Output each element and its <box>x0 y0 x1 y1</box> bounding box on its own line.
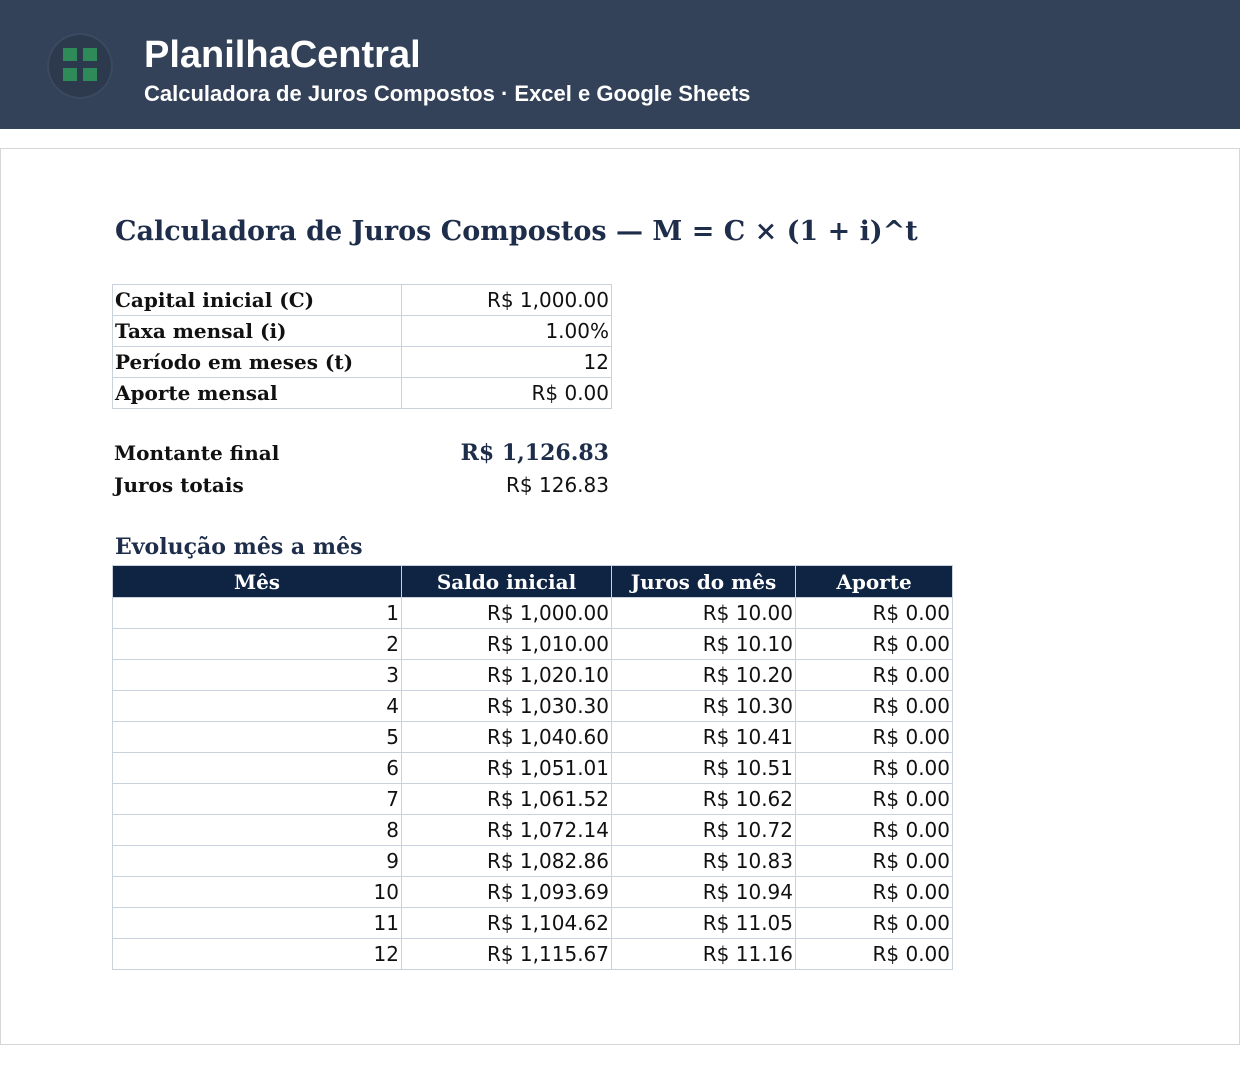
rate-input-cell[interactable]: 1.00% <box>402 316 612 347</box>
interest-cell[interactable]: R$ 10.41 <box>612 722 796 753</box>
table-row <box>113 784 953 815</box>
month-cell[interactable]: 9 <box>113 846 402 877</box>
input-row-contribution <box>113 378 612 409</box>
interest-cell[interactable]: R$ 10.62 <box>612 784 796 815</box>
initial-balance-cell[interactable]: R$ 1,061.52 <box>402 784 612 815</box>
table-row <box>113 939 953 970</box>
contribution-cell[interactable]: R$ 0.00 <box>796 629 953 660</box>
initial-balance-cell[interactable]: R$ 1,020.10 <box>402 660 612 691</box>
contribution-cell[interactable]: R$ 0.00 <box>796 784 953 815</box>
contribution-cell[interactable]: R$ 0.00 <box>796 908 953 939</box>
month-cell[interactable]: 2 <box>113 629 402 660</box>
evolution-table <box>112 565 953 970</box>
column-header-interest[interactable]: Juros do mês <box>612 566 796 598</box>
table-row <box>113 846 953 877</box>
initial-balance-cell[interactable]: R$ 1,051.01 <box>402 753 612 784</box>
input-row-capital <box>113 285 612 316</box>
interest-cell[interactable]: R$ 10.00 <box>612 598 796 629</box>
table-row <box>113 815 953 846</box>
input-label: Taxa mensal (i) <box>113 316 402 347</box>
initial-balance-cell[interactable]: R$ 1,000.00 <box>402 598 612 629</box>
result-row-final <box>112 437 611 469</box>
input-row-rate <box>113 316 612 347</box>
result-label: Juros totais <box>114 473 244 497</box>
table-header-row <box>113 566 953 598</box>
input-label: Período em meses (t) <box>113 347 402 378</box>
total-interest-value: R$ 126.83 <box>506 473 609 497</box>
table-row <box>113 908 953 939</box>
final-amount-value: R$ 1,126.83 <box>460 440 609 466</box>
contribution-cell[interactable]: R$ 0.00 <box>796 877 953 908</box>
month-cell[interactable]: 5 <box>113 722 402 753</box>
table-row <box>113 660 953 691</box>
initial-balance-cell[interactable]: R$ 1,082.86 <box>402 846 612 877</box>
month-cell[interactable]: 3 <box>113 660 402 691</box>
app-subtitle: Calculadora de Juros Compostos · Excel e Google Sheets <box>144 81 751 106</box>
month-cell[interactable]: 7 <box>113 784 402 815</box>
month-cell[interactable]: 6 <box>113 753 402 784</box>
table-row <box>113 753 953 784</box>
app-header <box>0 0 1240 129</box>
contribution-input-cell[interactable]: R$ 0.00 <box>402 378 612 409</box>
initial-balance-cell[interactable]: R$ 1,115.67 <box>402 939 612 970</box>
month-cell[interactable]: 4 <box>113 691 402 722</box>
initial-balance-cell[interactable]: R$ 1,040.60 <box>402 722 612 753</box>
column-header-initial-balance[interactable]: Saldo inicial <box>402 566 612 598</box>
result-label: Montante final <box>114 441 280 465</box>
initial-balance-cell[interactable]: R$ 1,030.30 <box>402 691 612 722</box>
initial-balance-cell[interactable]: R$ 1,010.00 <box>402 629 612 660</box>
app-name[interactable]: PlanilhaCentral <box>144 34 421 76</box>
table-row <box>113 877 953 908</box>
month-cell[interactable]: 12 <box>113 939 402 970</box>
column-header-month[interactable]: Mês <box>113 566 402 598</box>
contribution-cell[interactable]: R$ 0.00 <box>796 753 953 784</box>
month-cell[interactable]: 10 <box>113 877 402 908</box>
contribution-cell[interactable]: R$ 0.00 <box>796 660 953 691</box>
contribution-cell[interactable]: R$ 0.00 <box>796 598 953 629</box>
table-row <box>113 598 953 629</box>
results-table <box>112 437 611 501</box>
contribution-cell[interactable]: R$ 0.00 <box>796 939 953 970</box>
contribution-cell[interactable]: R$ 0.00 <box>796 815 953 846</box>
month-cell[interactable]: 1 <box>113 598 402 629</box>
interest-cell[interactable]: R$ 10.10 <box>612 629 796 660</box>
interest-cell[interactable]: R$ 10.83 <box>612 846 796 877</box>
month-cell[interactable]: 8 <box>113 815 402 846</box>
initial-balance-cell[interactable]: R$ 1,072.14 <box>402 815 612 846</box>
contribution-cell[interactable]: R$ 0.00 <box>796 722 953 753</box>
period-input-cell[interactable]: 12 <box>402 347 612 378</box>
inputs-table <box>112 284 612 409</box>
table-row <box>113 722 953 753</box>
interest-cell[interactable]: R$ 11.16 <box>612 939 796 970</box>
interest-cell[interactable]: R$ 10.72 <box>612 815 796 846</box>
contribution-cell[interactable]: R$ 0.00 <box>796 846 953 877</box>
input-label: Capital inicial (C) <box>113 285 402 316</box>
initial-balance-cell[interactable]: R$ 1,104.62 <box>402 908 612 939</box>
month-cell[interactable]: 11 <box>113 908 402 939</box>
result-row-interest <box>112 469 611 501</box>
evolution-title: Evolução mês a mês <box>115 534 363 560</box>
interest-cell[interactable]: R$ 10.51 <box>612 753 796 784</box>
interest-cell[interactable]: R$ 10.20 <box>612 660 796 691</box>
interest-cell[interactable]: R$ 11.05 <box>612 908 796 939</box>
input-row-period <box>113 347 612 378</box>
initial-balance-cell[interactable]: R$ 1,093.69 <box>402 877 612 908</box>
grid-logo-icon[interactable] <box>47 33 113 99</box>
capital-input-cell[interactable]: R$ 1,000.00 <box>402 285 612 316</box>
table-row <box>113 629 953 660</box>
contribution-cell[interactable]: R$ 0.00 <box>796 691 953 722</box>
table-row <box>113 691 953 722</box>
input-label: Aporte mensal <box>113 378 402 409</box>
column-header-contribution[interactable]: Aporte <box>796 566 953 598</box>
interest-cell[interactable]: R$ 10.94 <box>612 877 796 908</box>
interest-cell[interactable]: R$ 10.30 <box>612 691 796 722</box>
sheet-title: Calculadora de Juros Compostos — M = C × (1 + i)^t <box>115 216 918 247</box>
